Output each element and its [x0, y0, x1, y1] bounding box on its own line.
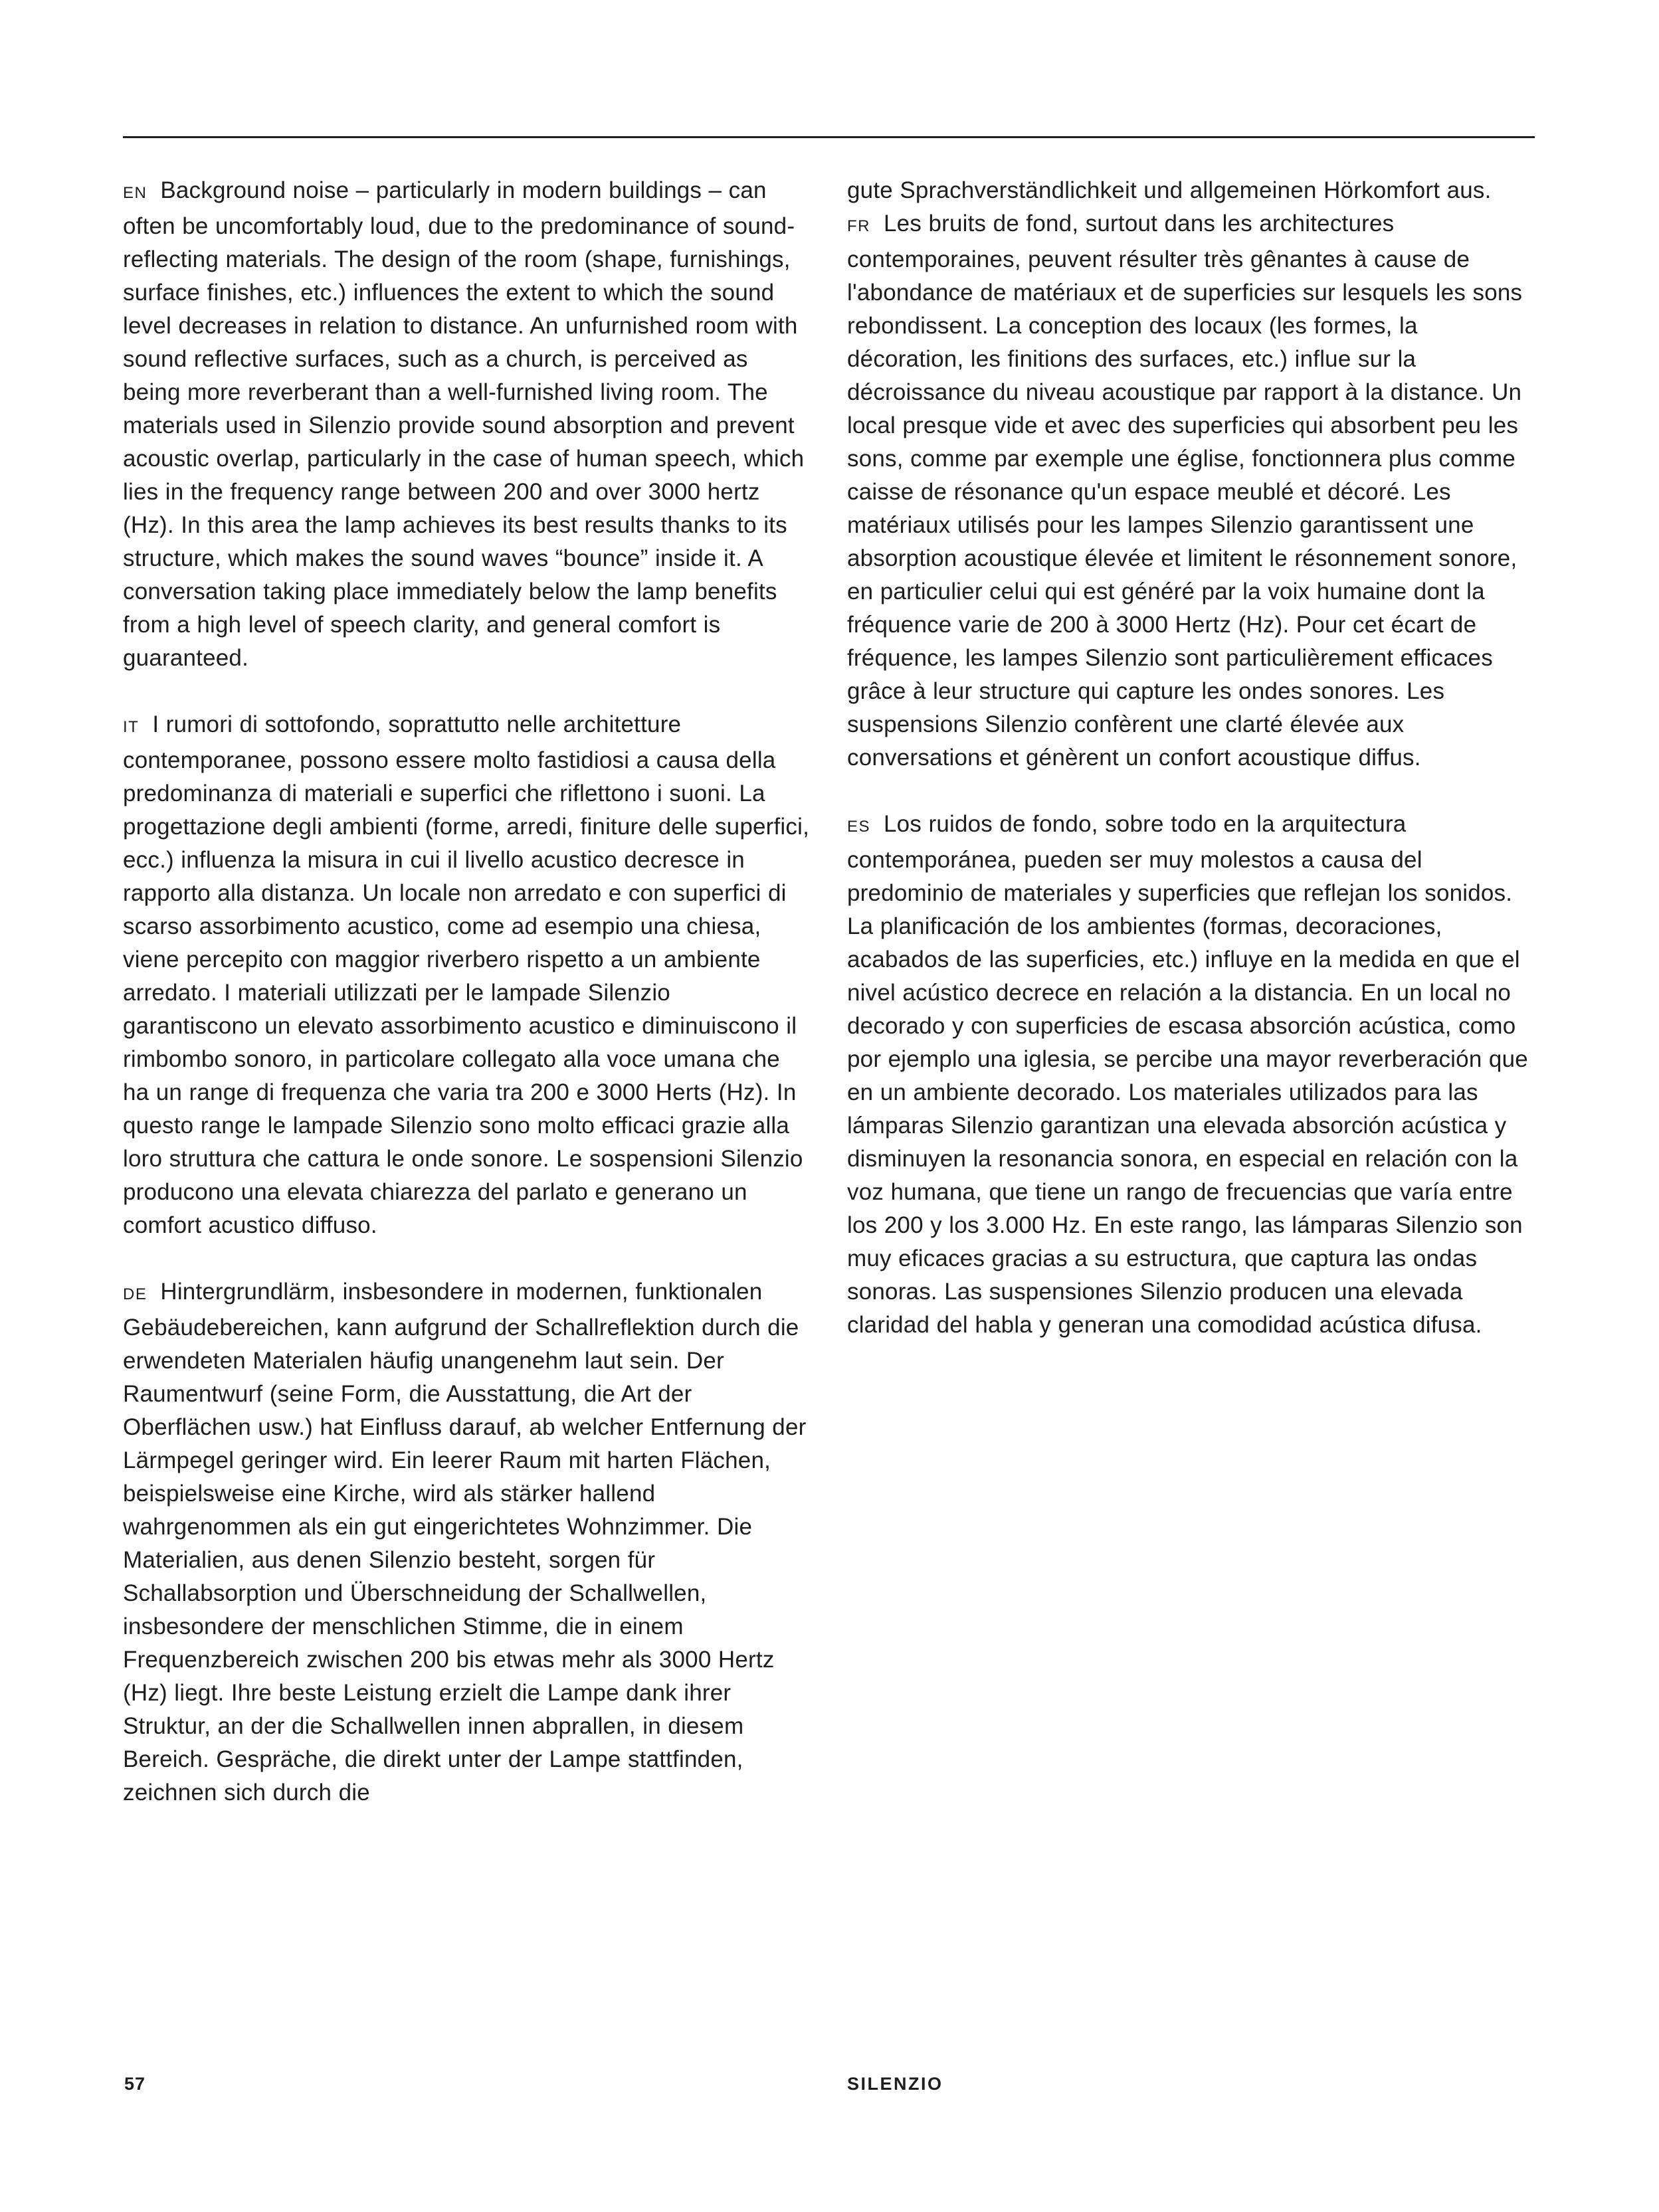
paragraph-text: Hintergrundlärm, insbesondere in modernen, funktionalen Gebäudebereichen, kann aufgrund der Schallreflektion durch die erwendeten Materialen häufig unangenehm laut sein. Der Raumentwurf (seine Form, die Ausstattung, die Art der Oberflächen usw.) hat Einfluss darauf, ab welcher Entfernung der Lärmpegel geringer wird. Ein leerer Raum mit harten Flächen, beispielsweise eine Kirche, wird als stärker hallend wahrgenommen als ein gut eingerichtetes Wohnzimmer. Die Materialien, aus denen Silenzio besteht, sorgen für Schallabsorption und Überschneidung der Schallwellen, insbesondere der menschlichen Stimme, die in einem Frequenzbereich zwischen 200 bis etwas mehr als 3000 Hertz (Hz) liegt. Ihre beste Leistung erzielt die Lampe dank ihrer Struktur, an der die Schallwellen innen abprallen, in diesem Bereich. Gespräche, die direkt unter der Lampe stattfinden, zeichnen sich durch die: [123, 1279, 807, 1805]
language-tag-es: ES: [847, 818, 871, 836]
page-number: 57: [124, 2074, 146, 2094]
paragraph-it: [123, 708, 811, 1242]
paragraph-de: [123, 1275, 811, 1809]
language-tag-en: EN: [123, 184, 147, 202]
paragraph-es: [847, 808, 1535, 1342]
text-content: [123, 174, 1535, 1809]
language-tag-it: IT: [123, 718, 140, 736]
paragraph-en: [123, 174, 811, 675]
paragraph-text: Les bruits de fond, surtout dans les architectures contemporaines, peuvent résulter très gênantes à cause de l'abondance de matériaux et de superficies sur lesquels les sons rebondissent. La conception des locaux (les formes, la décoration, les finitions des surfaces, etc.) influe sur la décroissance du niveau acoustique par rapport à la distance. Un local presque vide et avec des superficies qui absorbent peu les sons, comme par exemple une église, fonctionnera plus comme caisse de résonance qu'un espace meublé et décoré. Les matériaux utilisés pour les lampes Silenzio garantissent une absorption acoustique élevée et limitent le résonnement sonore, en particulier celui qui est généré par la voix humaine dont la fréquence varie de 200 à 3000 Hertz (Hz). Pour cet écart de fréquence, les lampes Silenzio sont particulièrement efficaces grâce à leur structure qui capture les ondes sonores. Les suspensions Silenzio confèrent une clarté élevée aux conversations et génèrent un confort acoustique diffus.: [847, 211, 1523, 771]
paragraph-text: I rumori di sottofondo, soprattutto nelle architetture contemporanee, possono essere molto fastidiosi a causa della predominanza di materiali e superfici che riflettono i suoni. La progettazione degli ambienti (forme, arredi, finiture delle superfici, ecc.) influenza la misura in cui il livello acustico decresce in rapporto alla distanza. Un locale non arredato e con superfici di scarso assorbimento acustico, come ad esempio una chiesa, viene percepito con maggior riverbero rispetto a un ambiente arredato. I materiali utilizzati per le lampade Silenzio garantiscono un elevato assorbimento acustico e diminuiscono il rimbombo sonoro, in particolare collegato alla voce umana che ha un range di frequenza che varia tra 200 e 3000 Herts (Hz). In questo range le lampade Silenzio sono molto efficaci grazie alla loro struttura che cattura le onde sonore. Le sospensioni Silenzio producono una elevata chiarezza del parlato e generano un comfort acustico diffuso.: [123, 711, 810, 1238]
column-left: [123, 174, 811, 1809]
column-right: [847, 174, 1535, 1809]
header-divider-rule: [123, 136, 1535, 138]
language-tag-de: DE: [123, 1285, 147, 1303]
paragraph-text: gute Sprachverständlichkeit und allgemeinen Hörkomfort aus.: [847, 177, 1492, 203]
footer-product-name: SILENZIO: [847, 2074, 943, 2094]
paragraph-text: Los ruidos de fondo, sobre todo en la arquitectura contemporánea, pueden ser muy molestos a causa del predominio de materiales y superficies que reflejan los sonidos. La planificación de los ambientes (formas, decoraciones, acabados de las superficies, etc.) influye en la medida en que el nivel acústico decrece en relación a la distancia. En un local no decorado y con superficies de escasa absorción acústica, como por ejemplo una iglesia, se percibe una mayor reverberación que en un ambiente decorado. Los materiales utilizados para las lámparas Silenzio garantizan una elevada absorción acústica y disminuyen la resonancia sonora, en especial en relación con la voz humana, que tiene un rango de frecuencias que varía entre los 200 y los 3.000 Hz. En este rango, las lámparas Silenzio son muy eficaces gracias a su estructura, que captura las ondas sonoras. Las suspensiones Silenzio producen una elevada claridad del habla y generan una comodidad acústica difusa.: [847, 811, 1528, 1338]
language-tag-fr: FR: [847, 217, 870, 235]
paragraph-fr: [847, 207, 1535, 775]
paragraph-de-continuation: [847, 174, 1535, 207]
paragraph-text: Background noise – particularly in modern buildings – can often be uncomfortably loud, due to the predominance of sound-reflecting materials. The design of the room (shape, furnishings, surface finishes, etc.) influences the extent to which the sound level decreases in relation to distance. An unfurnished room with sound reflective surfaces, such as a church, is perceived as being more reverberant than a well-furnished living room. The materials used in Silenzio provide sound absorption and prevent acoustic overlap, particularly in the case of human speech, which lies in the frequency range between 200 and over 3000 hertz (Hz). In this area the lamp achieves its best results thanks to its structure, which makes the sound waves “bounce” inside it. A conversation taking place immediately below the lamp benefits from a high level of speech clarity, and general comfort is guaranteed.: [123, 177, 805, 671]
